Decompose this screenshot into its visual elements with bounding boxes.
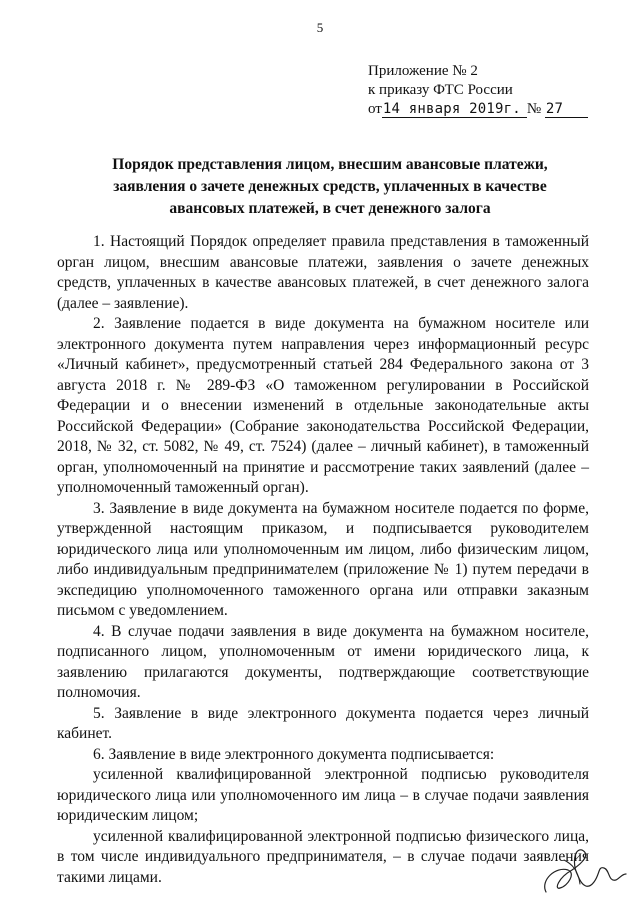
paragraph-6-item-1: усиленной квалифицированной электронной подписью руководителя юридического лица или уполномоченного им лица – в случае подачи заявления юридическим лицом; [57, 766, 589, 824]
appendix-order-ref: к приказу ФТС России [368, 82, 513, 98]
handwritten-signature [538, 840, 628, 900]
order-date: 14 января 2019г. [382, 102, 527, 118]
paragraph-5: 5. Заявление в виде электронного документа подается через личный кабинет. [57, 704, 589, 742]
document-body [57, 232, 589, 888]
document-title [60, 154, 600, 220]
title-line-1: Порядок представления лицом, внесшим авансовые платежи, [112, 156, 548, 173]
paragraph-3: 3. Заявление в виде документа на бумажном носителе подается по форме, утвержденной настоящим приказом, и подписывается руководителем юридического лица или уполномоченным им лицом, либо физическим лицом, либо индивидуальным предпринимателем (приложение № 1) путем передачи в экспедицию уполномоченного таможенного органа или отправки заказным письмом с уведомлением. [57, 499, 589, 619]
appendix-date-line [368, 100, 588, 119]
paragraph-4: 4. В случае подачи заявления в виде документа на бумажном носителе, подписанного лицом, уполномоченным от имени юридического лица, к заявлению прилагаются документы, подтверждающие соответствующие полномочия. [57, 622, 589, 701]
appendix-title: Приложение № 2 [368, 63, 478, 79]
date-prefix: от [368, 101, 382, 117]
paragraph-6-item-2: усиленной квалифицированной электронной подписью физического лица, в том числе индивидуального предпринимателя, – в случае подачи заявления такими лицами. [57, 827, 589, 886]
appendix-block [368, 62, 588, 119]
paragraph-2: 2. Заявление подается в виде документа на бумажном носителе или электронного документа путем направления через информационный ресурс «Личный кабинет», предусмотренный статьей 284 Федерального закона от 3 августа 2018 г. № 289-ФЗ «О таможенном регулировании в Российской Федерации и о внесении изменений в отдельные законодательные акты Российской Федерации» (Собрание законодательства Российской Федерации, 2018, № 32, ст. 5082, № 49, ст. 7524) (далее – личный кабинет), в таможенный орган, уполномоченный на принятие и рассмотрение таких заявлений (далее – уполномоченный таможенный орган). [57, 315, 589, 496]
order-number: 27 [545, 102, 588, 118]
title-line-2: заявления о зачете денежных средств, уплаченных в качестве [113, 178, 547, 195]
paragraph-1: 1. Настоящий Порядок определяет правила представления в таможенный орган лицом, внесшим авансовые платежи, заявления о зачете денежных средств, уплаченных в качестве авансовых платежей, в счет денежного залога (далее – заявление). [57, 233, 589, 312]
paragraph-6: 6. Заявление в виде электронного документа подписывается: [93, 745, 495, 763]
title-line-3: авансовых платежей, в счет денежного залога [169, 200, 491, 217]
page-number: 5 [316, 20, 324, 35]
number-prefix: № [526, 101, 542, 117]
